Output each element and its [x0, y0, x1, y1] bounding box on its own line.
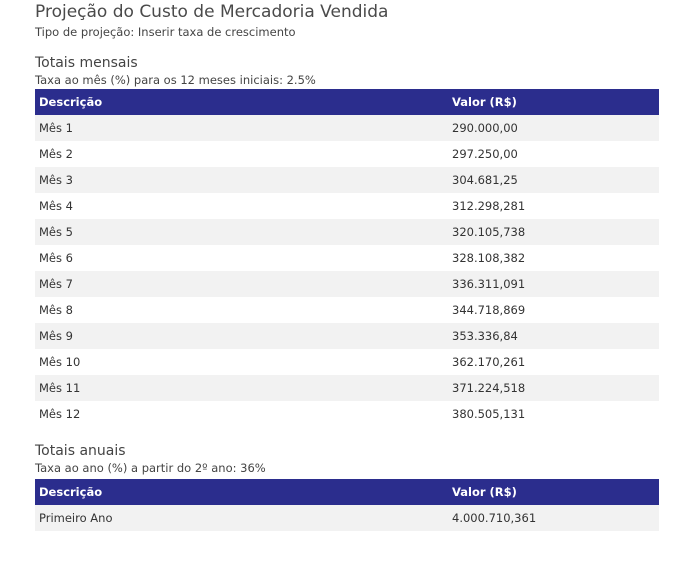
annual-totals-title: Totais anuais [35, 443, 126, 459]
table-row [35, 349, 659, 375]
row-description: Mês 4 [35, 193, 448, 219]
row-description: Mês 12 [35, 401, 448, 427]
row-value: 290.000,00 [448, 115, 659, 141]
table-row [35, 245, 659, 271]
row-description: Mês 9 [35, 323, 448, 349]
row-value: 297.250,00 [448, 141, 659, 167]
row-value: 336.311,091 [448, 271, 659, 297]
table-row [35, 193, 659, 219]
row-description: Mês 1 [35, 115, 448, 141]
row-description: Mês 10 [35, 349, 448, 375]
annual-totals-table [35, 479, 659, 531]
column-header-description: Descrição [35, 479, 448, 505]
monthly-totals-table [35, 89, 659, 427]
row-value: 344.718,869 [448, 297, 659, 323]
table-row [35, 323, 659, 349]
page-title: Projeção do Custo de Mercadoria Vendida [35, 2, 389, 22]
row-value: 380.505,131 [448, 401, 659, 427]
monthly-totals-title: Totais mensais [35, 55, 138, 71]
projection-type-label: Tipo de projeção: Inserir taxa de crescimento [35, 25, 296, 39]
column-header-value: Valor (R$) [448, 89, 659, 115]
row-value: 312.298,281 [448, 193, 659, 219]
row-value: 320.105,738 [448, 219, 659, 245]
row-description: Mês 11 [35, 375, 448, 401]
table-row [35, 115, 659, 141]
row-description: Primeiro Ano [35, 505, 448, 531]
projection-page [35, 0, 659, 531]
column-header-value: Valor (R$) [448, 479, 659, 505]
row-description: Mês 3 [35, 167, 448, 193]
row-description: Mês 5 [35, 219, 448, 245]
row-value: 353.336,84 [448, 323, 659, 349]
row-value: 4.000.710,361 [448, 505, 659, 531]
table-header-row [35, 89, 659, 115]
table-row [35, 505, 659, 531]
row-description: Mês 7 [35, 271, 448, 297]
column-header-description: Descrição [35, 89, 448, 115]
row-value: 362.170,261 [448, 349, 659, 375]
table-row [35, 401, 659, 427]
row-value: 371.224,518 [448, 375, 659, 401]
row-description: Mês 6 [35, 245, 448, 271]
table-row [35, 271, 659, 297]
table-header-row [35, 479, 659, 505]
row-value: 328.108,382 [448, 245, 659, 271]
row-description: Mês 2 [35, 141, 448, 167]
table-row [35, 297, 659, 323]
table-row [35, 167, 659, 193]
table-row [35, 375, 659, 401]
table-row [35, 219, 659, 245]
annual-rate-note: Taxa ao ano (%) a partir do 2º ano: 36% [35, 461, 266, 475]
row-value: 304.681,25 [448, 167, 659, 193]
table-row [35, 141, 659, 167]
row-description: Mês 8 [35, 297, 448, 323]
monthly-rate-note: Taxa ao mês (%) para os 12 meses iniciais: 2.5% [35, 73, 316, 87]
